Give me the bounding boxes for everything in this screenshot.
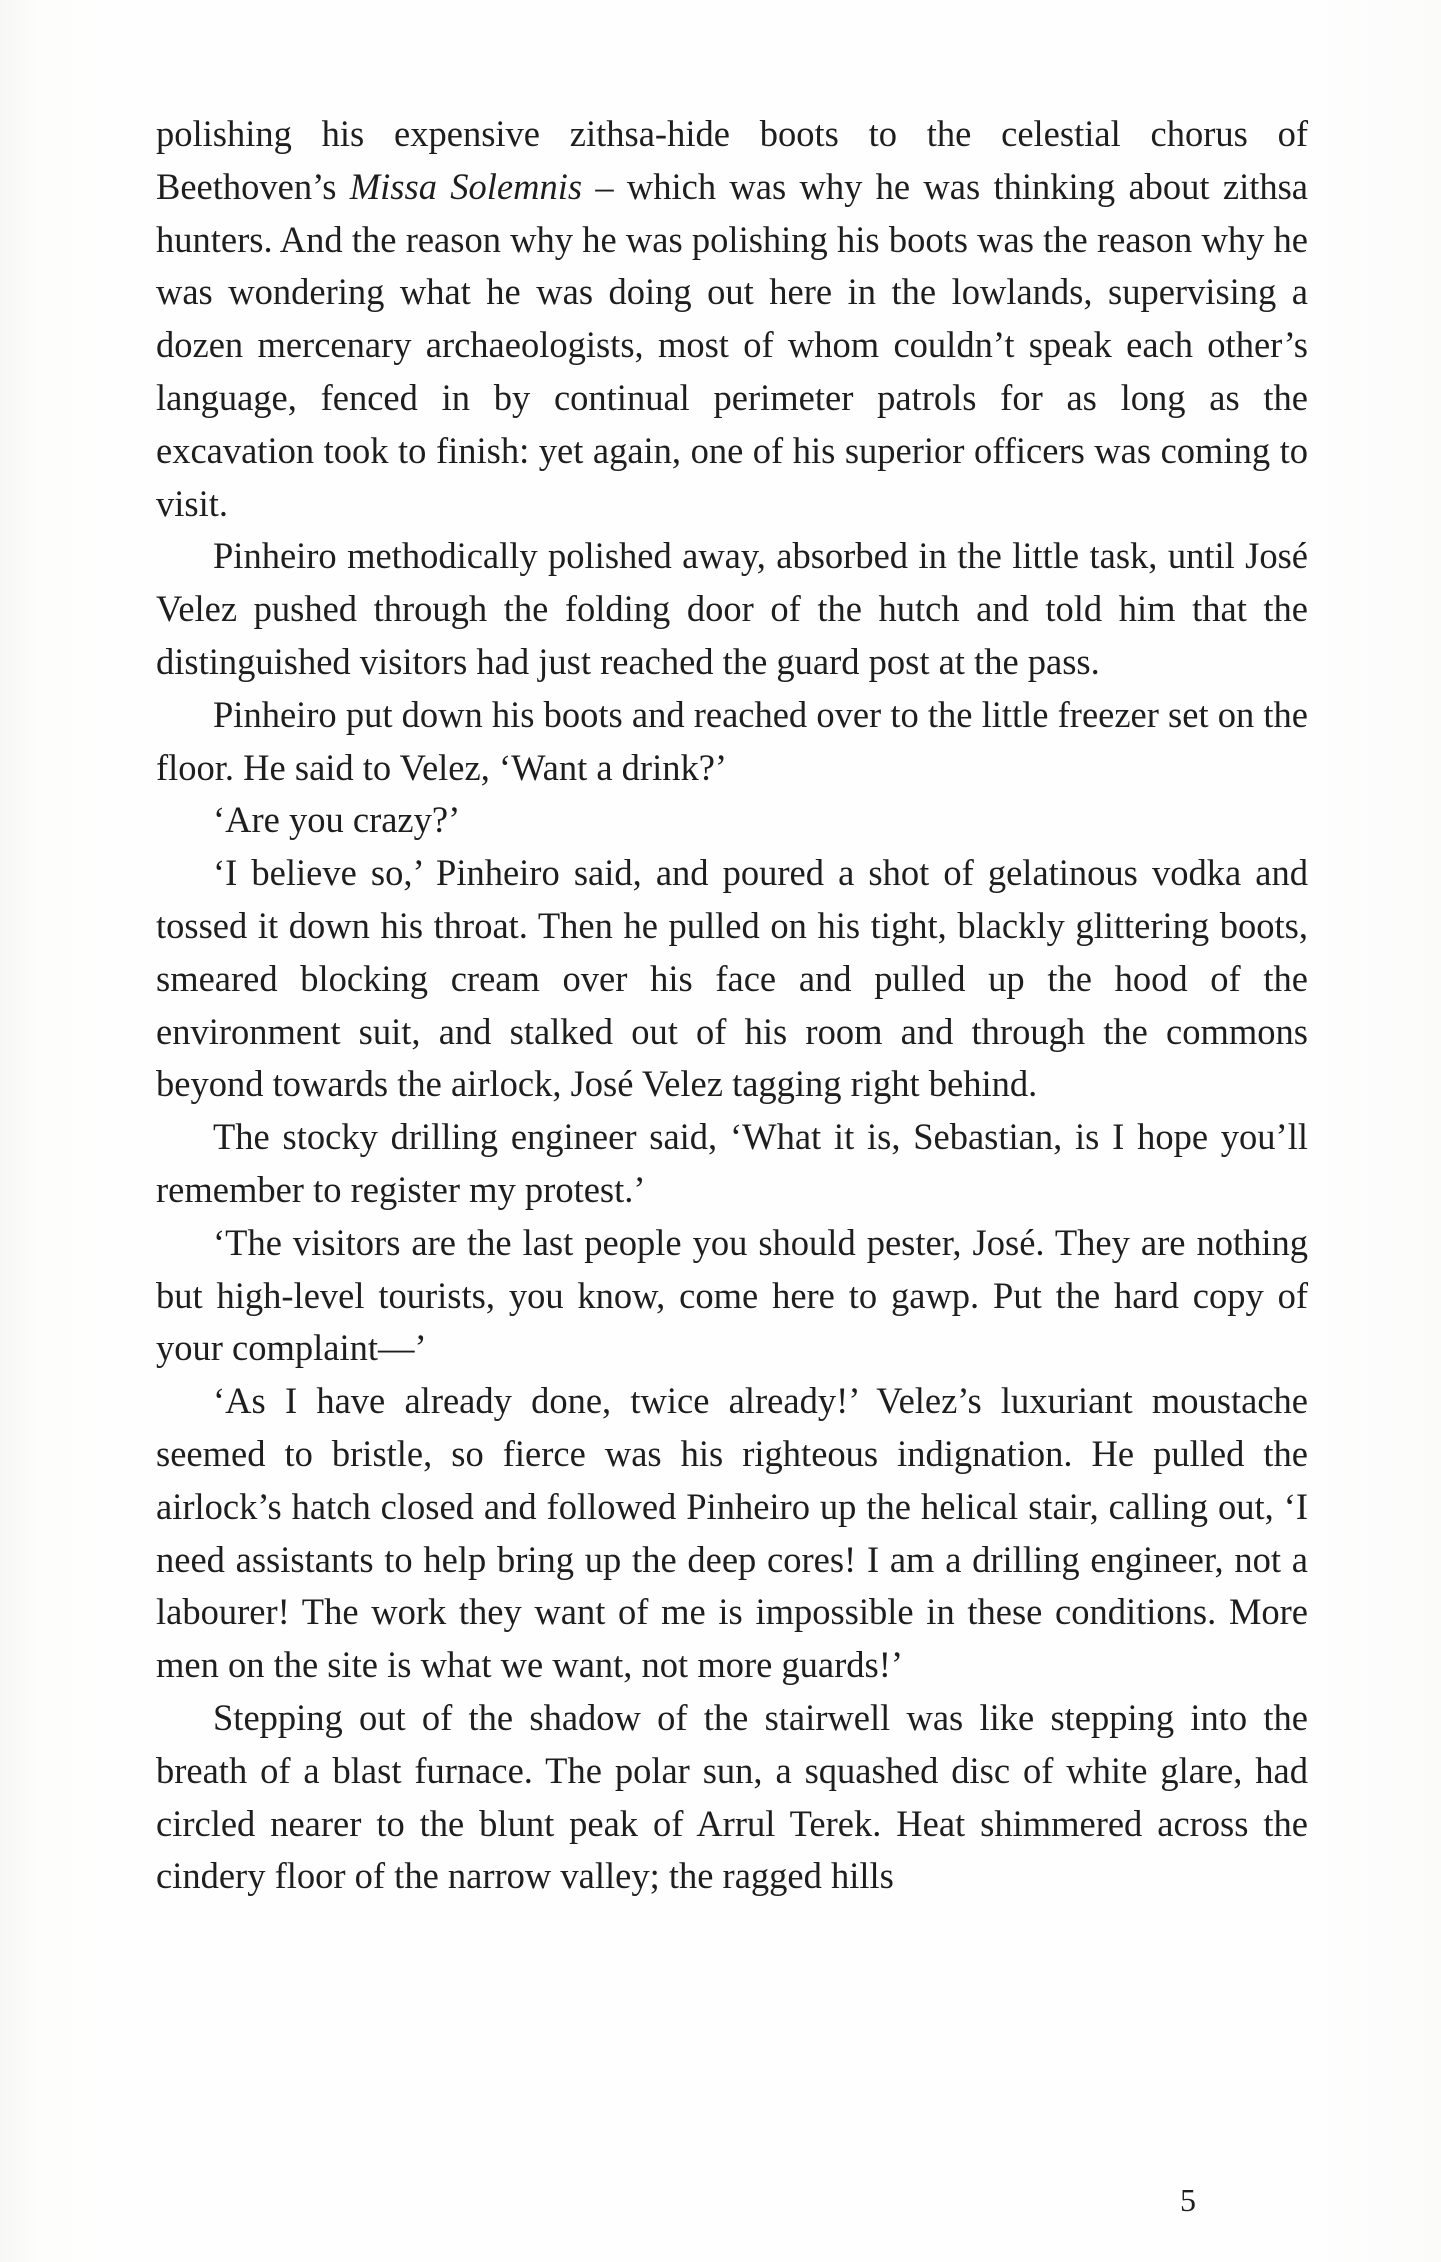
paragraph-8: ‘As I have already done, twice already!’ Velez’s luxuriant moustache seemed to bristle, so fierce was his righteous indignation. He pulled the airlock’s hatch closed and followed Pinheiro up the helical stair, calling out, ‘I need assistants to help bring up the deep cores! I am a drilling engineer, not a labourer! The work they want of me is impossible in these conditions. More men on the site is what we want, not more guards!’ xyxy=(156,1380,1308,1686)
paragraph-6: The stocky drilling engineer said, ‘What it is, Sebastian, is I hope you’ll remember to register my protest.’ xyxy=(156,1116,1308,1210)
paragraph-1-text-a: polishing his expensive zithsa-hide boots to the celestial chorus of Beethoven’s xyxy=(156,113,1308,207)
paragraph-5: ‘I believe so,’ Pinheiro said, and poured a shot of gelatinous vodka and tossed it down his throat. Then he pulled on his tight, blackly glittering boots, smeared blocking cream over his face and pulled up the hood of the environment suit, and stalked out of his room and through the commons beyond towards the airlock, José Velez tagging right behind. xyxy=(156,852,1308,1105)
paragraph-7: ‘The visitors are the last people you should pester, José. They are nothing but high-level tourists, you know, come here to gawp. Put the hard copy of your complaint—’ xyxy=(156,1221,1308,1369)
paragraph-1-text-b: – which was why he was thinking about zithsa hunters. And the reason why he was polishing his boots was the reason why he was wondering what he was doing out here in the lowlands, supervising a dozen mercenary archaeologists, most of whom couldn’t speak each other’s language, fenced in by continual perimeter patrols for as long as the excavation took to finish: yet again, one of his superior officers was coming to visit. xyxy=(156,165,1308,524)
italic-title-missa-solemnis: Missa Solemnis xyxy=(349,165,583,207)
paragraph-1 xyxy=(156,108,1308,530)
body-text xyxy=(156,108,1308,1903)
paragraph-2: Pinheiro methodically polished away, absorbed in the little task, until José Velez pushed through the folding door of the hutch and told him that the distinguished visitors had just reached the guard post at the pass. xyxy=(156,535,1308,682)
page-number: 5 xyxy=(1180,2182,1196,2218)
paragraph-3: Pinheiro put down his boots and reached over to the little freezer set on the floor. He said to Velez, ‘Want a drink?’ xyxy=(156,693,1308,788)
paragraph-4: ‘Are you crazy?’ xyxy=(213,799,461,841)
paragraph-9: Stepping out of the shadow of the stairwell was like stepping into the breath of a blast furnace. The polar sun, a squashed disc of white glare, had circled nearer to the blunt peak of Arrul Terek. Heat shimmered across the cindery floor of the narrow valley; the ragged hills xyxy=(156,1696,1308,1897)
